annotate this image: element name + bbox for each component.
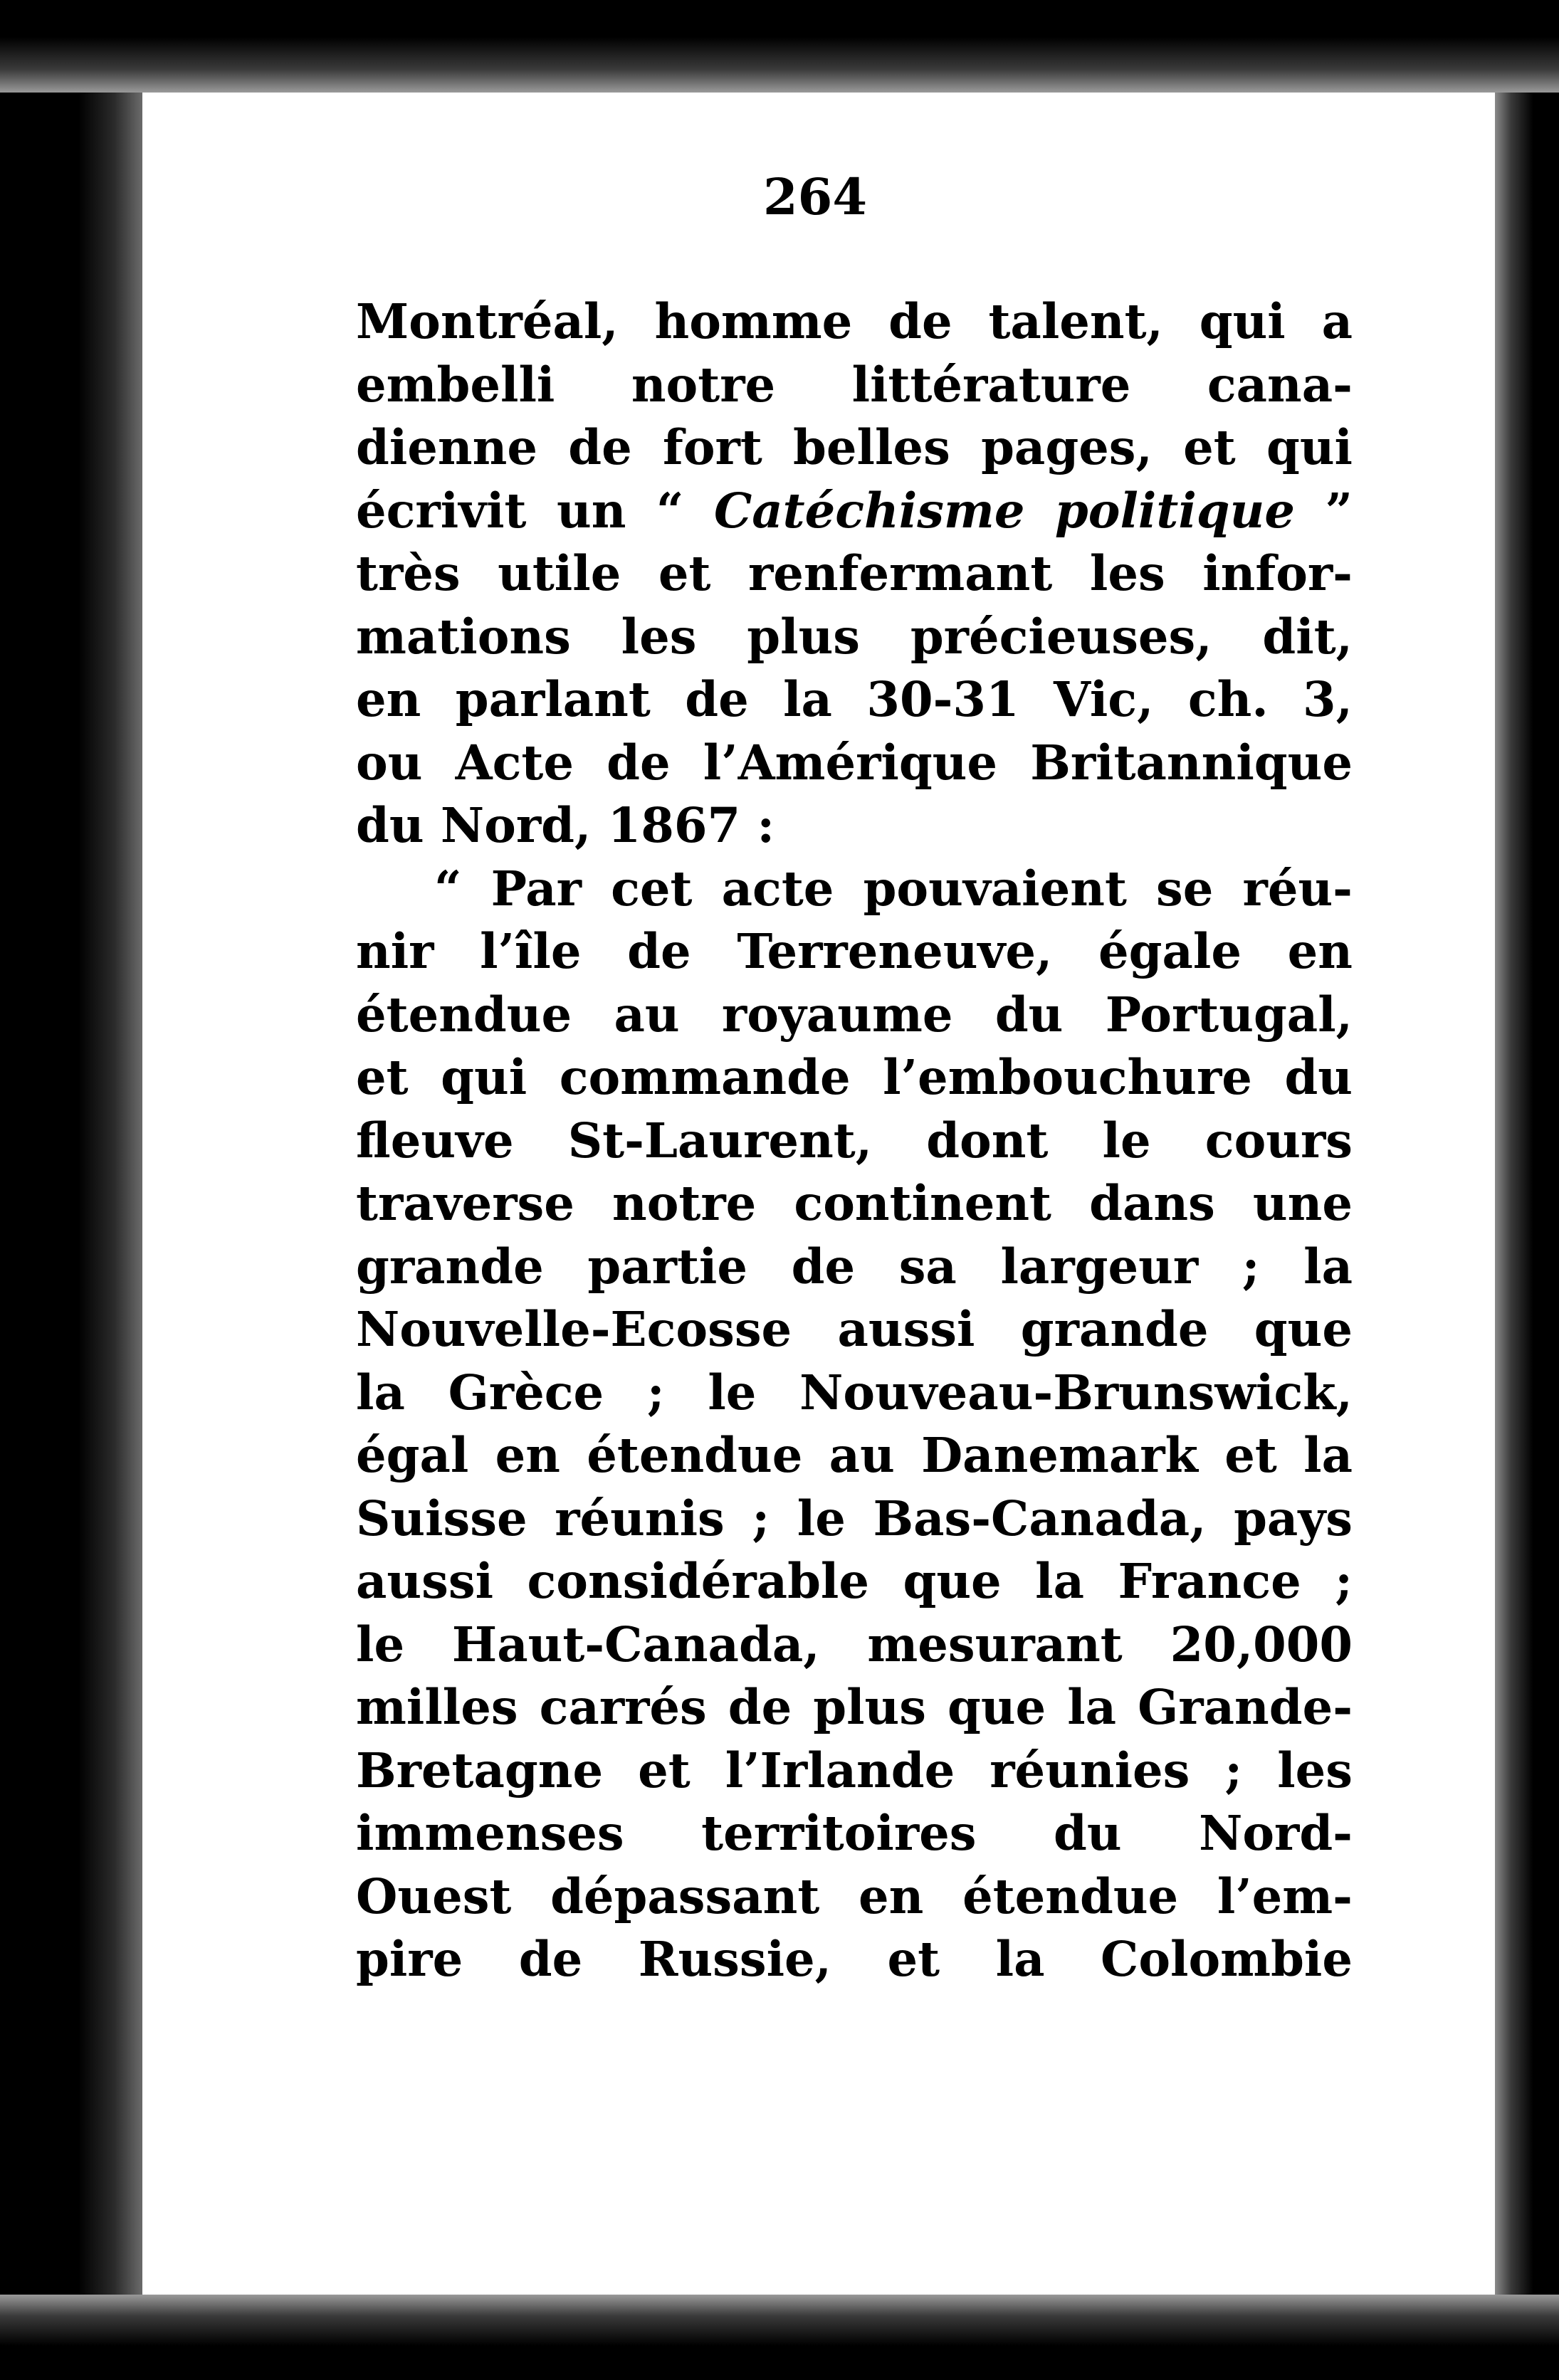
book-title-italic: Catéchisme politique xyxy=(713,482,1295,539)
paragraph-1 xyxy=(356,290,1353,858)
scan-border-right xyxy=(1495,0,1559,2380)
text-line: immenses territoires du Nord- xyxy=(356,1805,1353,1861)
text-line: milles carrés de plus que la Grande- xyxy=(356,1679,1353,1735)
text-line: Nouvelle-Ecosse aussi grande que xyxy=(356,1301,1353,1357)
text-line: dienne de fort belles pages, et qui xyxy=(356,419,1353,475)
text-run: écrivit un “ xyxy=(356,482,714,539)
text-line: Ouest dépassant en étendue l’em- xyxy=(356,1868,1353,1924)
text-line: du Nord, 1867 : xyxy=(356,797,775,853)
text-line: Montréal, homme de talent, qui a xyxy=(356,293,1353,349)
text-line xyxy=(356,480,1353,543)
paragraph-2 xyxy=(356,858,1353,1991)
text-line: très utile et renfermant les infor- xyxy=(356,545,1353,601)
text-line: étendue au royaume du Portugal, xyxy=(356,986,1353,1043)
text-line: et qui commande l’embouchure du xyxy=(356,1049,1353,1105)
text-line: la Grèce ; le Nouveau-Brunswick, xyxy=(356,1364,1353,1421)
text-line: ou Acte de l’Amérique Britannique xyxy=(356,734,1353,791)
text-line: le Haut-Canada, mesurant 20,000 xyxy=(356,1616,1353,1673)
text-run: ” xyxy=(1294,482,1353,539)
text-line: traverse notre continent dans une xyxy=(356,1175,1353,1231)
text-line: grande partie de sa largeur ; la xyxy=(356,1238,1353,1295)
text-line: Suisse réunis ; le Bas-Canada, pays xyxy=(356,1490,1353,1547)
scan-border-bottom xyxy=(0,2295,1559,2380)
text-line: embelli notre littérature cana- xyxy=(356,356,1353,413)
text-line: Bretagne et l’Irlande réunies ; les xyxy=(356,1742,1353,1799)
scan-border-left xyxy=(0,0,142,2380)
text-line: pire de Russie, et la Colombie xyxy=(356,1931,1353,1987)
text-line: fleuve St-Laurent, dont le cours xyxy=(356,1112,1353,1169)
text-line: aussi considérable que la France ; xyxy=(356,1553,1353,1609)
page-number: 264 xyxy=(762,167,868,226)
text-line: en parlant de la 30-31 Vic, ch. 3, xyxy=(356,671,1353,727)
text-line: égal en étendue au Danemark et la xyxy=(356,1427,1353,1483)
text-line: mations les plus précieuses, dit, xyxy=(356,608,1353,665)
text-line: “ Par cet acte pouvaient se réu- xyxy=(434,860,1353,917)
text-line: nir l’île de Terreneuve, égale en xyxy=(356,923,1353,979)
page-body xyxy=(356,290,1353,1991)
scan-border-top xyxy=(0,0,1559,93)
